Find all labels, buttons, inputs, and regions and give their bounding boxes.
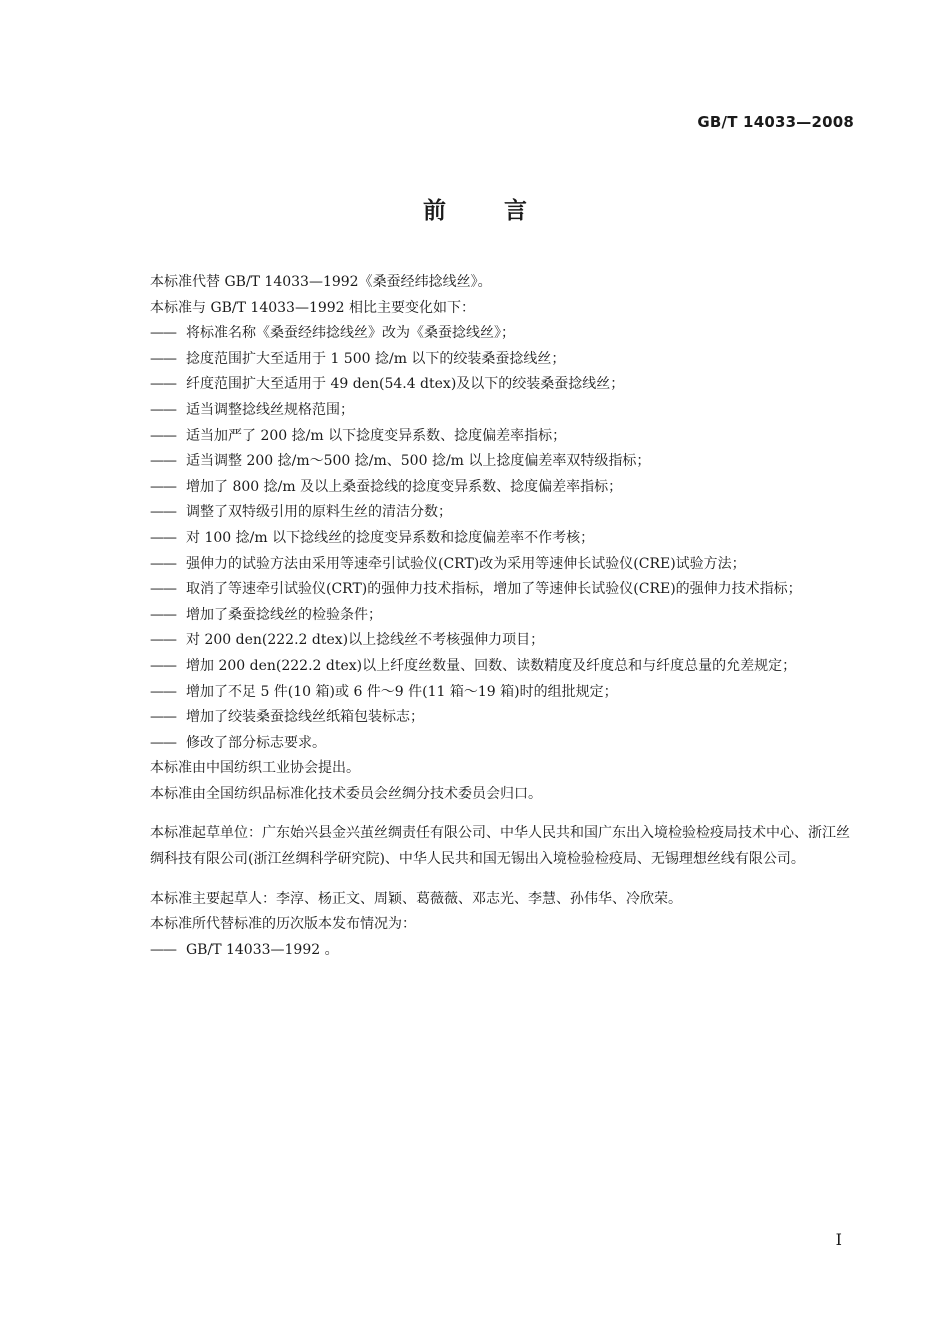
dash-mark: —— <box>150 401 176 418</box>
list-item <box>150 475 860 501</box>
list-item <box>150 552 860 578</box>
list-item-text: 增加了绞装桑蚕捻线丝纸箱包装标志； <box>186 709 424 726</box>
dash-mark: —— <box>150 453 176 470</box>
list-item-text: 适当加严了 200 捻/m 以下捻度变异系数、捻度偏差率指标； <box>186 427 567 444</box>
list-item <box>150 705 860 731</box>
list-item <box>150 321 860 347</box>
dash-mark: —— <box>150 734 176 751</box>
dash-mark: —— <box>150 581 176 598</box>
list-item-text: 增加了 800 捻/m 及以上桑蚕捻线的捻度变异系数、捻度偏差率指标； <box>186 478 623 495</box>
list-item <box>150 526 860 552</box>
dash-mark: —— <box>150 657 176 674</box>
list-item-text: 取消了等速牵引试验仪(CRT)的强伸力技术指标，增加了等速伸长试验仪(CRE)的强伸力技术指标； <box>186 581 802 598</box>
list-item-text: 调整了双特级引用的原料生丝的清洁分数； <box>186 504 452 521</box>
dash-mark: —— <box>150 478 176 495</box>
closing-line: 本标准由全国纺织品标准化技术委员会丝绸分技术委员会归口。 <box>150 785 542 802</box>
dash-mark: —— <box>150 427 176 444</box>
list-item <box>150 577 860 603</box>
list-item <box>150 347 860 373</box>
list-item <box>150 372 860 398</box>
drafters: 本标准主要起草人：李淳、杨正文、周颖、葛薇薇、邓志光、李慧、孙伟华、冷欣荣。 <box>150 890 682 907</box>
list-item-text: 增加 200 den(222.2 dtex)以上纤度丝数量、回数、读数精度及纤度总和与纤度总量的允差规定； <box>186 657 797 674</box>
closing-line: 本标准由中国纺织工业协会提出。 <box>150 760 360 777</box>
list-item-text: 对 100 捻/m 以下捻线丝的捻度变异系数和捻度偏差率不作考核； <box>186 529 595 546</box>
dash-mark: —— <box>150 606 176 623</box>
history-item <box>150 938 860 964</box>
list-item-text: 强伸力的试验方法由采用等速牵引试验仪(CRT)改为采用等速伸长试验仪(CRE)试验方法； <box>186 555 746 572</box>
history-item-text: GB/T 14033—1992 。 <box>186 941 339 958</box>
document-body <box>150 270 860 963</box>
drafting-units: 本标准起草单位：广东始兴县金兴茧丝绸责任有限公司、中华人民共和国广东出入境检验检疫局技术中心、浙江丝绸科技有限公司(浙江丝绸科学研究院)、中华人民共和国无锡出入境检验检疫局、无锡理想丝线有限公司。 <box>150 825 850 868</box>
dash-mark: —— <box>150 325 176 342</box>
page-title: 前言 <box>423 198 585 224</box>
list-item <box>150 424 860 450</box>
list-item <box>150 680 860 706</box>
page-number: I <box>835 1230 842 1249</box>
list-item-text: 将标准名称《桑蚕经纬捻线丝》改为《桑蚕捻线丝》； <box>186 325 515 342</box>
list-item <box>150 731 860 757</box>
dash-mark: —— <box>150 504 176 521</box>
list-item <box>150 500 860 526</box>
dash-mark: —— <box>150 632 176 649</box>
list-item-text: 捻度范围扩大至适用于 1 500 捻/m 以下的绞装桑蚕捻线丝； <box>186 350 566 367</box>
list-item-text: 增加了桑蚕捻线丝的检验条件； <box>186 606 382 623</box>
dash-mark: —— <box>150 350 176 367</box>
intro-line: 本标准与 GB/T 14033—1992 相比主要变化如下： <box>150 299 476 316</box>
standard-code: GB/T 14033—2008 <box>697 113 854 131</box>
list-item <box>150 654 860 680</box>
changes-list <box>150 321 860 756</box>
dash-mark: —— <box>150 555 176 572</box>
list-item-text: 适当调整 200 捻/m～500 捻/m、500 捻/m 以上捻度偏差率双特级指标； <box>186 453 651 470</box>
list-item-text: 修改了部分标志要求。 <box>186 734 326 751</box>
list-item-text: 增加了不足 5 件(10 箱)或 6 件～9 件(11 箱～19 箱)时的组批规定； <box>186 683 618 700</box>
list-item <box>150 603 860 629</box>
list-item-text: 适当调整捻线丝规格范围； <box>186 401 354 418</box>
dash-mark: —— <box>150 709 176 726</box>
dash-mark: —— <box>150 941 176 958</box>
dash-mark: —— <box>150 683 176 700</box>
dash-mark: —— <box>150 529 176 546</box>
list-item <box>150 628 860 654</box>
list-item-text: 纤度范围扩大至适用于 49 den(54.4 dtex)及以下的绞装桑蚕捻线丝； <box>186 376 625 393</box>
list-item-text: 对 200 den(222.2 dtex)以上捻线丝不考核强伸力项目； <box>186 632 545 649</box>
list-item <box>150 398 860 424</box>
dash-mark: —— <box>150 376 176 393</box>
list-item <box>150 449 860 475</box>
intro-line: 本标准代替 GB/T 14033—1992《桑蚕经纬捻线丝》。 <box>150 274 492 290</box>
closing-line: 本标准所代替标准的历次版本发布情况为： <box>150 916 416 933</box>
